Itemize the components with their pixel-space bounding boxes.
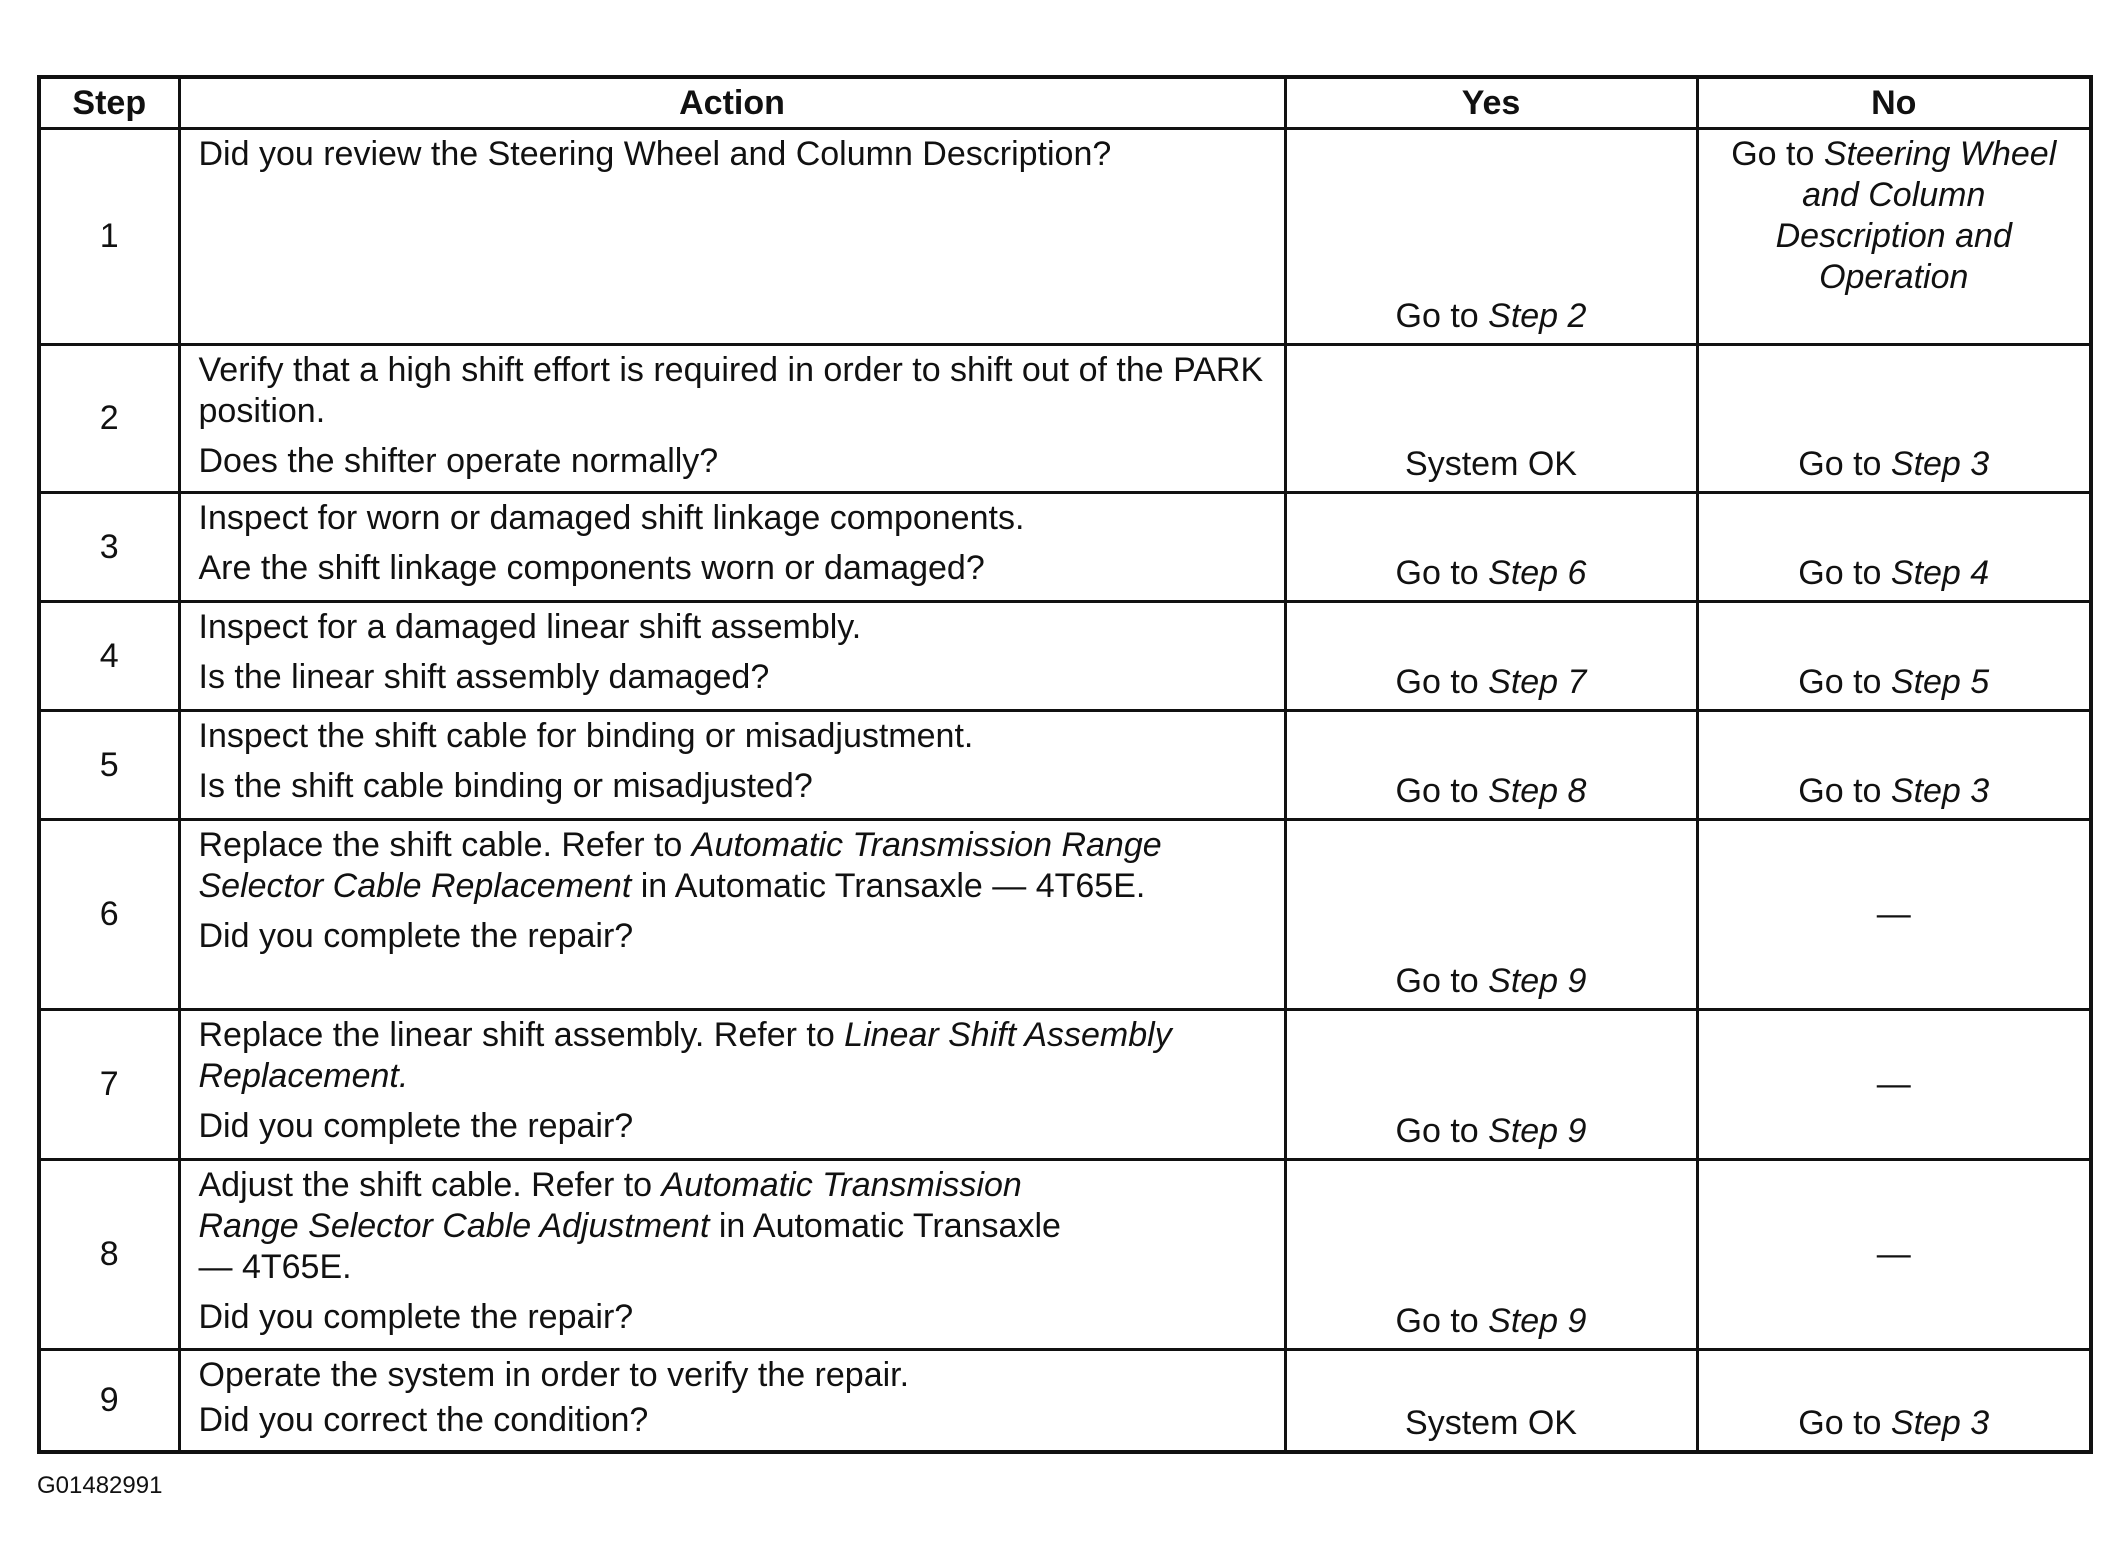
yes-prefix: Go to: [1395, 1302, 1489, 1340]
yes-cell: [1285, 602, 1697, 711]
action-text: Operate the system in order to verify the repair.: [198, 1356, 910, 1394]
step-number: 2: [39, 345, 179, 493]
no-cell: [1697, 1350, 2091, 1452]
action-cell: [179, 345, 1285, 493]
step-number: 8: [39, 1160, 179, 1350]
no-step-link[interactable]: Step 3: [1890, 445, 1990, 483]
action-text: [199, 1165, 1272, 1288]
yes-cell: [1285, 820, 1697, 1010]
yes-step-link[interactable]: Step 9: [1488, 1302, 1587, 1340]
no-cell: [1697, 602, 2091, 711]
no-cell: [1697, 129, 2091, 345]
step-number: 5: [39, 711, 179, 820]
no-step-link[interactable]: Step 3: [1890, 1403, 1990, 1442]
action-reference-link[interactable]: Linear Shift Assembly Replacement: [198, 1016, 1172, 1095]
no-prefix: Go to: [1798, 772, 1891, 810]
action-cell: [179, 820, 1285, 1010]
yes-cell: [1285, 711, 1697, 820]
action-question: Is the linear shift assembly damaged?: [198, 658, 770, 696]
action-question: Is the shift cable binding or misadjusted?: [198, 767, 813, 805]
yes-prefix: Go to: [1395, 663, 1489, 701]
table-row: [39, 602, 2091, 711]
action-question: Did you complete the repair?: [198, 917, 634, 955]
no-cell: [1697, 1160, 2091, 1350]
action-cell: [179, 711, 1285, 820]
action-question: Are the shift linkage components worn or damaged?: [198, 549, 985, 587]
action-question: Did you complete the repair?: [198, 1298, 634, 1336]
action-cell: [179, 602, 1285, 711]
action-text-post: in Automatic Transaxle — 4T65E.: [631, 867, 1146, 905]
table-row: [39, 820, 2091, 1010]
no-reference-link[interactable]: Steering Wheel and Column Description and Operation: [1775, 135, 2057, 296]
action-cell: [179, 129, 1285, 345]
action-cell: [179, 493, 1285, 602]
no-step-link[interactable]: Step 5: [1890, 663, 1990, 701]
yes-step-link[interactable]: Step 7: [1488, 663, 1587, 701]
no-prefix: Go to: [1798, 1403, 1891, 1442]
action-text: [199, 825, 1272, 907]
yes-prefix: Go to: [1395, 1112, 1489, 1150]
no-prefix: Go to: [1798, 663, 1891, 701]
header-no: No: [1697, 77, 2091, 129]
no-dash: —: [1876, 1235, 1911, 1273]
action-question: Did you correct the condition?: [198, 1401, 649, 1439]
table-row: [39, 711, 2091, 820]
action-text-post: .: [398, 1057, 409, 1095]
no-dash: —: [1876, 1065, 1911, 1103]
action-text: Did you review the Steering Wheel and Column Description?: [198, 135, 1112, 173]
no-prefix: Go to: [1798, 554, 1891, 592]
header-action: Action: [179, 77, 1285, 129]
action-text-pre: Adjust the shift cable. Refer to: [198, 1166, 662, 1204]
action-cell: [179, 1350, 1285, 1452]
action-text-pre: Replace the linear shift assembly. Refer to: [198, 1016, 845, 1054]
step-number: 7: [39, 1010, 179, 1160]
header-step: Step: [39, 77, 179, 129]
table-row: [39, 1350, 2091, 1452]
no-cell: [1697, 820, 2091, 1010]
table-row: [39, 129, 2091, 345]
action-text-pre: Replace the shift cable. Refer to: [198, 826, 692, 864]
action-text: Verify that a high shift effort is required in order to shift out of the PARK position.: [198, 351, 1264, 430]
yes-step-link[interactable]: Step 9: [1488, 962, 1587, 1000]
action-reference-link[interactable]: Automatic Transmission Range Selector Cable Replacement: [198, 826, 1162, 905]
yes-prefix: Go to: [1395, 772, 1489, 810]
yes-step-link[interactable]: Step 6: [1488, 554, 1587, 592]
table-row: [39, 1010, 2091, 1160]
yes-step-link[interactable]: Step 9: [1488, 1112, 1587, 1150]
yes-cell: [1285, 1350, 1697, 1452]
step-number: 4: [39, 602, 179, 711]
action-reference-link[interactable]: Automatic Transmission Range Selector Cable Adjustment: [198, 1166, 1022, 1245]
no-step-link[interactable]: Step 4: [1890, 554, 1990, 592]
yes-cell: [1285, 345, 1697, 493]
no-cell: [1697, 711, 2091, 820]
action-text: Inspect the shift cable for binding or misadjustment.: [198, 717, 974, 755]
yes-cell: [1285, 1010, 1697, 1160]
yes-step-link[interactable]: Step 8: [1488, 772, 1587, 810]
no-step-link[interactable]: Step 3: [1890, 772, 1990, 810]
figure-id: G01482991: [37, 1472, 163, 1499]
step-number: 1: [39, 129, 179, 345]
yes-cell: [1285, 1160, 1697, 1350]
diagnostic-table: [37, 75, 2093, 1454]
step-number: 6: [39, 820, 179, 1010]
no-prefix: Go to: [1798, 445, 1891, 483]
table-row: [39, 345, 2091, 493]
table-row: [39, 493, 2091, 602]
header-row: [39, 77, 2091, 129]
step-number: 3: [39, 493, 179, 602]
table-row: [39, 1160, 2091, 1350]
yes-prefix: Go to: [1395, 554, 1489, 592]
yes-prefix: Go to: [1395, 962, 1489, 1000]
yes-prefix: System OK: [1405, 445, 1577, 483]
action-text-post: in Automatic Transaxle — 4T65E.: [198, 1207, 1061, 1286]
yes-cell: [1285, 493, 1697, 602]
yes-cell: [1285, 129, 1697, 345]
action-text: Inspect for a damaged linear shift assembly.: [198, 608, 862, 646]
header-yes: Yes: [1285, 77, 1697, 129]
no-cell: [1697, 493, 2091, 602]
action-cell: [179, 1160, 1285, 1350]
no-cell: [1697, 1010, 2091, 1160]
yes-step-link[interactable]: Step 2: [1488, 297, 1587, 335]
action-question: Did you complete the repair?: [198, 1107, 634, 1145]
step-number: 9: [39, 1350, 179, 1452]
action-question: Does the shifter operate normally?: [198, 442, 719, 480]
action-text: [199, 1015, 1272, 1097]
yes-prefix: System OK: [1405, 1403, 1577, 1442]
no-dash: —: [1876, 895, 1911, 933]
yes-prefix: Go to: [1395, 297, 1489, 335]
no-prefix: Go to: [1731, 135, 1824, 173]
action-text: Inspect for worn or damaged shift linkage components.: [198, 499, 1025, 537]
action-cell: [179, 1010, 1285, 1160]
no-cell: [1697, 345, 2091, 493]
